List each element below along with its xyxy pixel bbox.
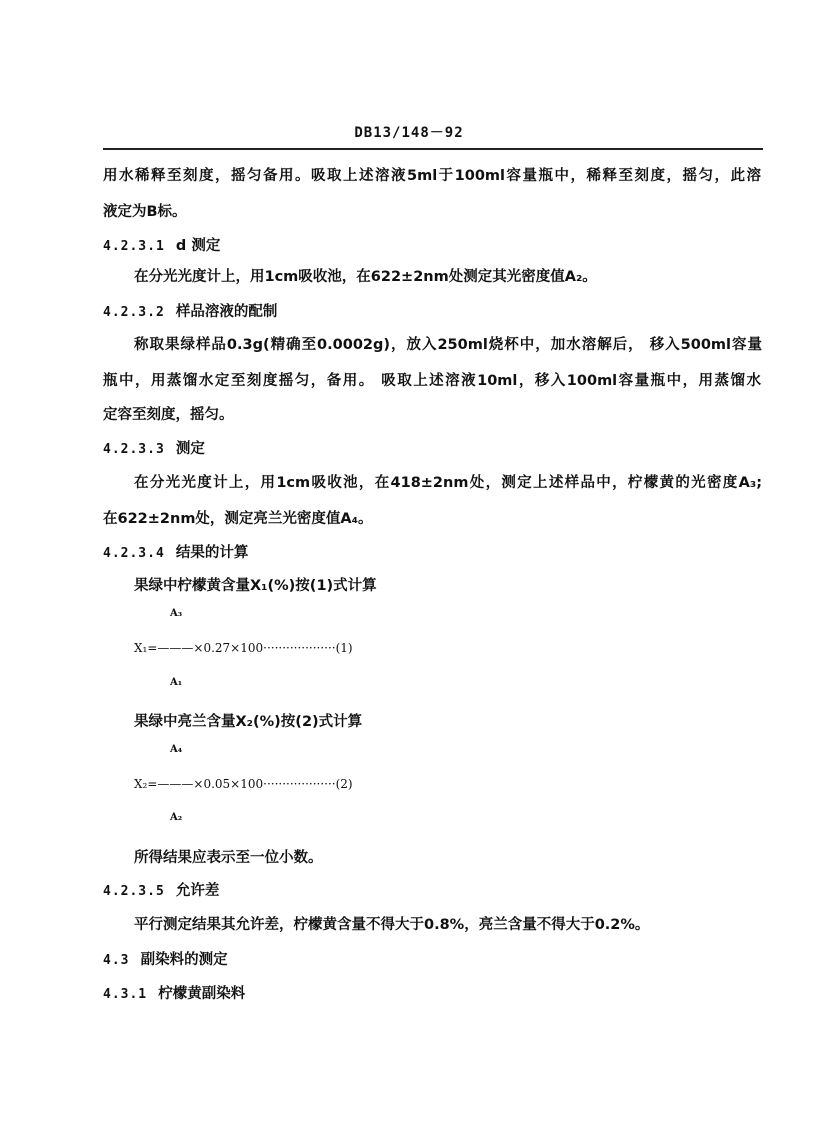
section-heading-4-2-3-1 [103,234,220,255]
section-title: 结果的计算 [175,545,249,561]
formula-equation: X₁=———×0.27×100···················(1) [134,641,353,655]
section-number: 4.2.3.3 [103,442,165,457]
section-number: 4.2.3.1 [103,239,165,254]
paragraph-line: 液定为B标。 [103,204,187,220]
section-title: 柠檬黄副染料 [158,986,246,1002]
section-heading-4-3 [103,948,228,969]
formula-denominator: A₂ [170,812,183,823]
section-number: 4.2.3.4 [103,546,165,561]
paragraph-line: 用水稀释至刻度，摇匀备用。吸取上述溶液5ml于100ml容量瓶中，稀释至刻度，摇匀，此溶 [103,168,761,184]
formula-numerator: A₃ [170,608,183,619]
paragraph-line: 在622±2nm处，测定亮兰光密度值A₄。 [103,511,373,527]
section-heading-4-2-3-3 [103,437,205,458]
paragraph-line: 所得结果应表示至一位小数。 [134,850,323,866]
section-title: 允许差 [175,883,220,899]
paragraph-line: 定容至刻度，摇匀。 [103,407,234,423]
section-heading-4-3-1 [103,982,245,1003]
paragraph-line: 在分光光度计上，用1cm吸收池，在622±2nm处测定其光密度值A₂。 [134,269,597,285]
formula-numerator: A₄ [170,744,183,755]
paragraph-line: 在分光光度计上，用1cm吸收池，在418±2nm处，测定上述样品中，柠檬黄的光密度A₃; [134,475,762,491]
section-number: 4.2.3.2 [103,305,165,320]
paragraph-line: 称取果绿样品0.3g(精确至0.0002g)，放入250ml烧杯中，加水溶解后， 移入500ml容量 [134,337,762,353]
document-code: DB13/148－92 [354,125,464,141]
section-title: d 测定 [175,238,221,254]
formula-denominator: A₁ [170,677,183,688]
section-heading-4-2-3-4 [103,541,248,562]
section-title: 测定 [175,441,205,457]
formula-label: 果绿中亮兰含量X₂(%)按(2)式计算 [134,714,363,730]
section-number: 4.3.1 [103,987,148,1002]
paragraph-line: 平行测定结果其允许差，柠檬黄含量不得大于0.8%，亮兰含量不得大于0.2%。 [134,917,650,933]
section-heading-4-2-3-2 [103,300,277,321]
section-number: 4.2.3.5 [103,884,165,899]
section-heading-4-2-3-5 [103,879,219,900]
section-title: 样品溶液的配制 [175,304,278,320]
section-number: 4.3 [103,953,130,968]
paragraph-line: 瓶中，用蒸馏水定至刻度摇匀，备用。 吸取上述溶液10ml，移入100ml容量瓶中，用蒸馏水 [103,373,761,389]
section-title: 副染料的测定 [140,952,228,968]
formula-label: 果绿中柠檬黄含量X₁(%)按(1)式计算 [134,578,377,594]
header-rule [103,148,763,150]
formula-equation: X₂=———×0.05×100···················(2) [134,777,353,791]
